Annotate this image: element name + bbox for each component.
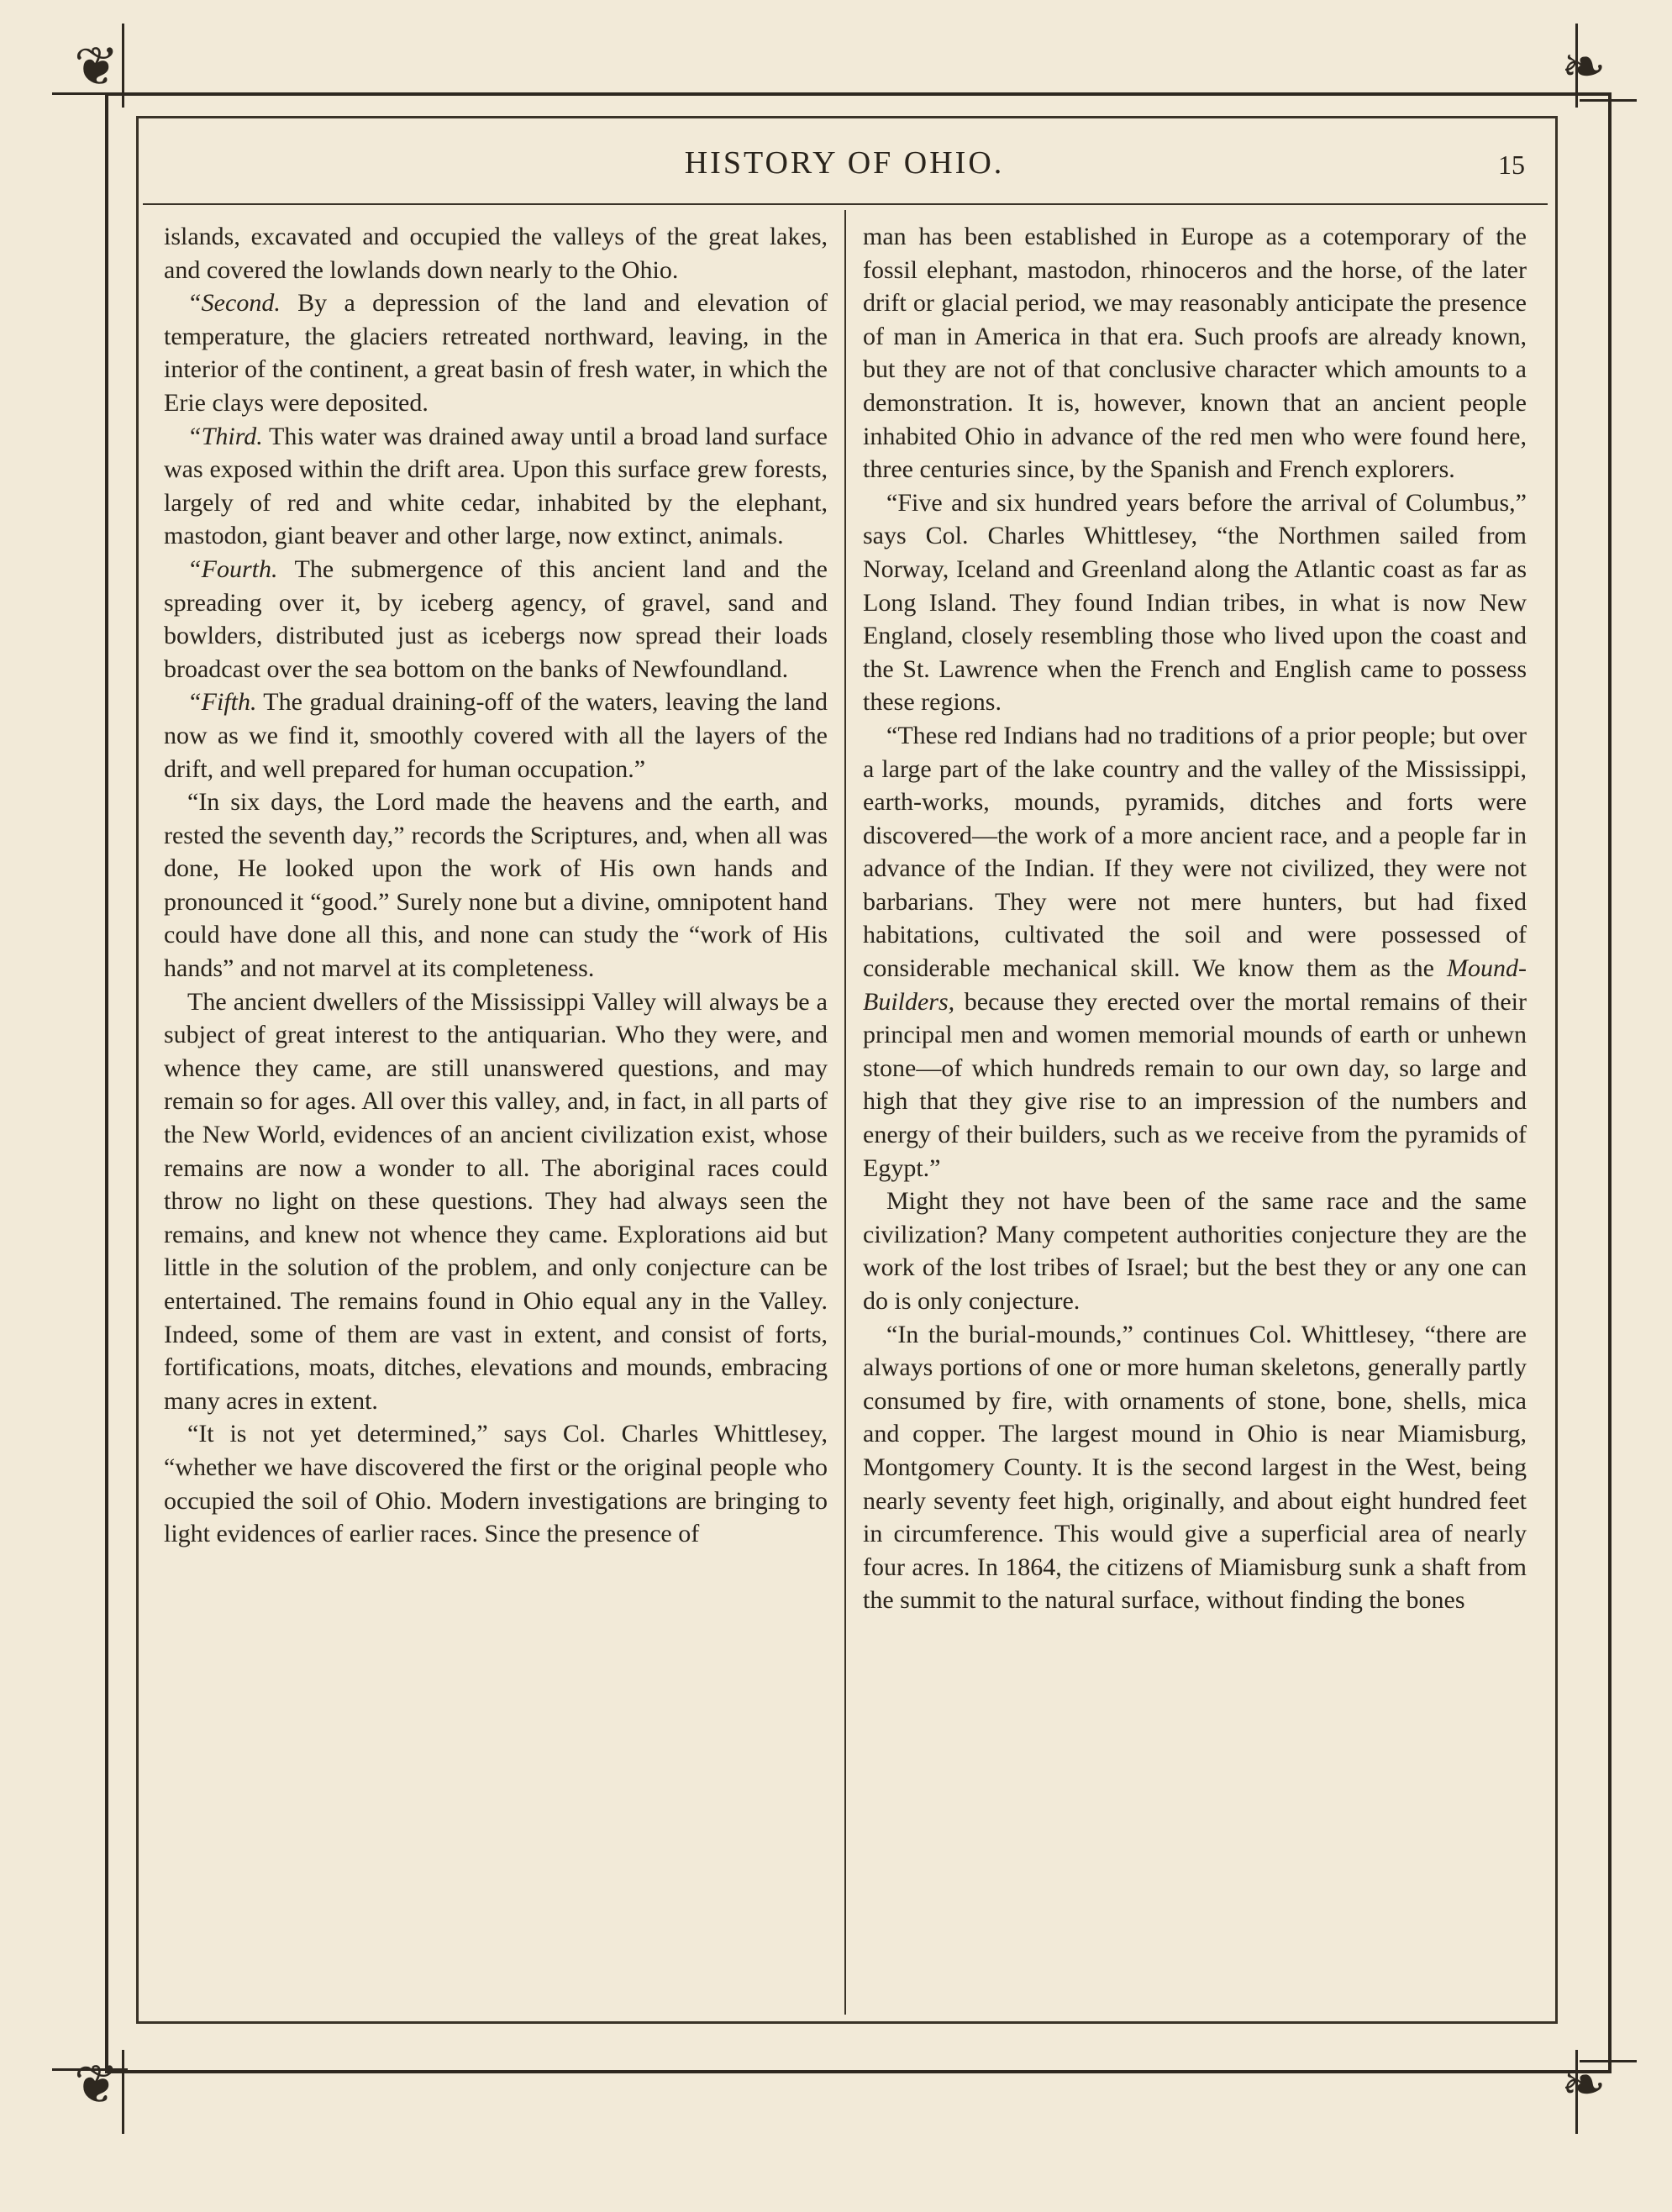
text-column-left (164, 220, 828, 2010)
paragraph: “Third. This water was drained away until a broad land surface was exposed within the drift area. Upon this surface grew forests, largely of red and white cedar, inhabited by the elephant, mastodon, giant beaver and other large, now extinct, animals. (164, 422, 828, 550)
paragraph: “Five and six hundred years before the arrival of Columbus,” says Col. Charles Whittlesey, “the Northmen sailed from Norway, Iceland and Greenland along the Atlantic coast as far as Long Island. They found Indian tribes, in what is now New England, closely resembling those who lived upon the coast and the St. Lawrence when the French and English came to possess these regions. (863, 488, 1527, 717)
paragraph: Might they not have been of the same race and the same civilization? Many competent authorities conjecture they are the work of the lost tribes of Israel; but the best they or any one can do is only conjecture. (863, 1187, 1527, 1315)
paragraph: “Second. By a depression of the land and elevation of temperature, the glaciers retreated northward, leaving, in the interior of the continent, a great basin of fresh water, in which the Erie clays were deposited. (164, 289, 828, 417)
corner-flourish-icon: ❦ (74, 36, 119, 98)
border-spur (1580, 99, 1637, 102)
corner-flourish-icon: ❦ (74, 2054, 119, 2116)
paragraph: “Fourth. The submergence of this ancient land and the spreading over it, by iceberg agency, of gravel, sand and bowlders, distributed just as icebergs now spread their loads broadcast over the sea bottom on the banks of Newfoundland. (164, 554, 828, 683)
border-spur (122, 2050, 124, 2134)
paragraph: “It is not yet determined,” says Col. Charles Whittlesey, “whether we have discovered the first or the original people who occupied the soil of Ohio. Modern investigations are bringing to light evidences of earlier races. Since the presence of (164, 1420, 828, 1548)
header-rule (143, 203, 1548, 205)
paragraph: “In the burial-mounds,” continues Col. Whittlesey, “there are always portions of one or more human skeletons, generally partly consumed by fire, with ornaments of stone, bone, shells, mica and copper. The largest mound in Ohio is near Miamisburg, Montgomery County. It is the second largest in the West, being nearly seventy feet high, originally, and about eight hundred feet in circumference. This would give a superficial area of nearly four acres. In 1864, the citizens of Miamisburg sunk a shaft from the summit to the natural surface, without finding the bones (863, 1320, 1527, 1615)
column-divider (844, 210, 846, 2015)
paragraph: “Fifth. The gradual draining-off of the waters, leaving the land now as we find it, smoothly covered with all the layers of the drift, and well prepared for human occupation.” (164, 688, 828, 783)
running-header (140, 144, 1548, 198)
paragraph: “In six days, the Lord made the heavens and the earth, and rested the seventh day,” records the Scriptures, and, when all was done, He looked upon the work of His own hands and pronounced it “good.” Surely none but a divine, omnipotent hand could have done all this, and none can study the “work of His hands” and not marvel at its completeness. (164, 788, 828, 983)
paragraph: islands, excavated and occupied the valleys of the great lakes, and covered the lowlands down nearly to the Ohio. (164, 223, 828, 284)
page-title: HISTORY OF OHIO. (684, 145, 1005, 181)
page-number: 15 (1498, 150, 1525, 180)
corner-flourish-icon: ❧ (1561, 2054, 1606, 2116)
text-column-right (863, 220, 1527, 2010)
paragraph: The ancient dwellers of the Mississippi Valley will always be a subject of great interest to the antiquarian. Who they were, and whence they came, are still unanswered questions, and may remain so for ages. All over this valley, and, in fact, in all parts of the New World, evidences of an ancient civilization exist, whose remains are now a wonder to all. The aboriginal races could throw no light on these questions. They had always seen the remains, and knew not whence they came. Explorations aid but little in the solution of the problem, and only conjecture can be entertained. The remains found in Ohio equal any in the Valley. Indeed, some of them are vast in extent, and consist of forts, fortifications, moats, ditches, elevations and mounds, embracing many acres in extent. (164, 987, 828, 1415)
border-spur (122, 24, 124, 108)
corner-flourish-icon: ❧ (1561, 36, 1606, 98)
paragraph: man has been established in Europe as a cotemporary of the fossil elephant, mastodon, rhinoceros and the horse, of the later drift or glacial period, we may reasonably anticipate the presence of man in America in that era. Such proofs are already known, but they are not of that conclusive character which amounts to a demonstration. It is, however, known that an ancient people inhabited Ohio in advance of the red men who were found here, three centuries since, by the Spanish and French explorers. (863, 223, 1527, 484)
paragraph: “These red Indians had no traditions of a prior people; but over a large part of the lake country and the valley of the Mississippi, earth-works, mounds, pyramids, ditches and forts were discovered—the work of a more ancient race, and a people far in advance of the Indian. If they were not civilized, they were not barbarians. They were not mere hunters, but had fixed habitations, cultivated the soil and were possessed of considerable mechanical skill. We know them as the Mound-Builders, because they erected over the mortal remains of their principal men and women memorial mounds of earth or unhewn stone—of which hundreds remain to our own day, so large and high that they give rise to an impression of the numbers and energy of their builders, such as we receive from the pyramids of Egypt.” (863, 721, 1527, 1182)
